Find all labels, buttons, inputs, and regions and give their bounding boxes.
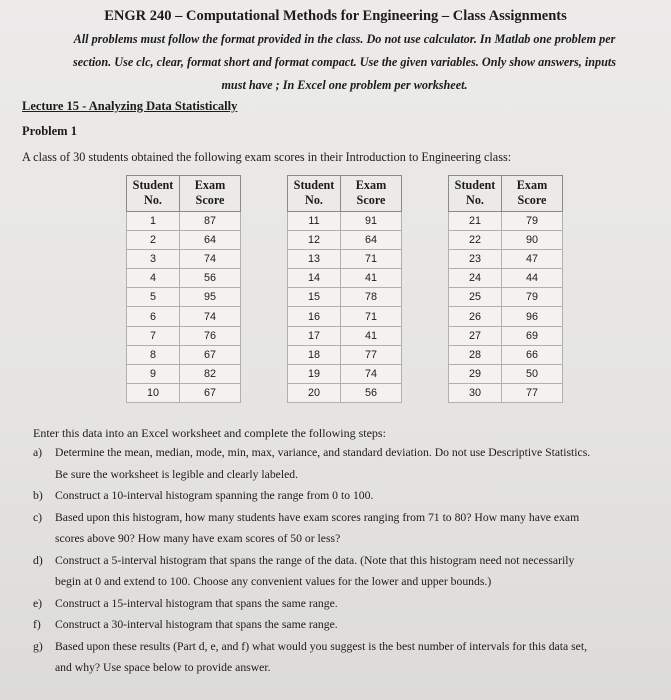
step-label: g): [33, 639, 43, 653]
table-row: [449, 288, 563, 307]
instructions-line-3: must have ; In Excel one problem per worksheet.: [221, 78, 468, 92]
student-column-header: [288, 176, 341, 212]
score-table-3: [448, 175, 563, 403]
header-line: Score: [517, 193, 547, 207]
table-row: [288, 288, 402, 307]
student-number-cell: 14: [288, 269, 341, 288]
table-row: [127, 307, 241, 326]
student-number-cell: 15: [288, 288, 341, 307]
student-number-cell: 2: [127, 231, 180, 250]
assignment-instructions: [30, 28, 659, 97]
student-column-header: [127, 176, 180, 212]
student-number-cell: 29: [449, 364, 502, 383]
student-number-cell: 26: [449, 307, 502, 326]
student-number-cell: 5: [127, 288, 180, 307]
step-e: [33, 593, 665, 615]
table-row: [127, 212, 241, 231]
header-line: Score: [195, 193, 225, 207]
header-line: Exam: [355, 178, 387, 192]
student-number-cell: 13: [288, 250, 341, 269]
exam-score-cell: 87: [180, 212, 241, 231]
exam-score-cell: 64: [180, 231, 241, 250]
table-row: [127, 326, 241, 345]
step-label: e): [33, 596, 43, 610]
header-line: No.: [305, 193, 323, 207]
score-column-header: [341, 176, 402, 212]
problem-intro: A class of 30 students obtained the following exam scores in their Introduction to Engineering class:: [22, 150, 512, 164]
table-row: [288, 326, 402, 345]
table-row: [449, 250, 563, 269]
table-header-row: [288, 176, 402, 212]
step-text: Construct a 30-interval histogram that spans the same range.: [55, 618, 338, 631]
step-text-cont: begin at 0 and extend to 100. Choose any convenient values for the lower and upper bounds.): [55, 575, 492, 588]
table-row: [127, 288, 241, 307]
header-line: Student: [293, 178, 335, 192]
exam-score-cell: 66: [502, 345, 563, 364]
score-table-1: [126, 175, 241, 403]
step-text-cont: scores above 90? How many have exam scores of 50 or less?: [55, 532, 341, 545]
step-c: [33, 507, 665, 550]
step-text: Based upon this histogram, how many students have exam scores ranging from 71 to 80? How many have exam: [55, 510, 580, 524]
table-row: [127, 364, 241, 383]
step-text: Construct a 15-interval histogram that spans the same range.: [55, 596, 338, 610]
exam-score-cell: 64: [341, 231, 402, 250]
step-text-cont: and why? Use space below to provide answer.: [55, 661, 271, 674]
step-a: [33, 442, 665, 485]
lecture-heading: Lecture 15 - Analyzing Data Statistically: [22, 99, 238, 113]
exam-score-cell: 44: [502, 269, 563, 288]
exam-score-cell: 96: [502, 307, 563, 326]
exam-score-cell: 47: [502, 250, 563, 269]
student-number-cell: 27: [449, 326, 502, 345]
student-number-cell: 19: [288, 364, 341, 383]
student-number-cell: 7: [127, 326, 180, 345]
student-number-cell: 17: [288, 326, 341, 345]
exam-score-cell: 71: [341, 307, 402, 326]
table-row: [127, 269, 241, 288]
step-f: [33, 614, 665, 636]
exam-score-cell: 79: [502, 288, 563, 307]
exam-score-cell: 74: [180, 250, 241, 269]
student-number-cell: 24: [449, 269, 502, 288]
exam-score-cell: 41: [341, 326, 402, 345]
student-number-cell: 1: [127, 212, 180, 231]
step-text-cont: Be sure the worksheet is legible and clearly labeled.: [55, 467, 299, 481]
step-text: Determine the mean, median, mode, min, max, variance, and standard deviation. Do not use Descriptive Statistics.: [55, 446, 591, 459]
step-label: c): [33, 510, 43, 524]
exam-score-cell: 78: [341, 288, 402, 307]
student-number-cell: 18: [288, 345, 341, 364]
exam-score-cell: 67: [180, 345, 241, 364]
student-number-cell: 3: [127, 250, 180, 269]
student-number-cell: 21: [449, 212, 502, 231]
table-row: [449, 345, 563, 364]
header-line: Score: [356, 193, 386, 207]
exam-score-cell: 77: [341, 345, 402, 364]
exam-score-cell: 71: [341, 250, 402, 269]
exam-score-cell: 56: [180, 269, 241, 288]
header-line: Exam: [516, 178, 548, 192]
header-line: Student: [132, 178, 174, 192]
exam-score-cell: 67: [180, 383, 241, 402]
exam-score-cell: 91: [341, 212, 402, 231]
instructions-line-2: section. Use clc, clear, format short and format compact. Use the given variables. Only show answers, inputs: [72, 55, 617, 69]
problem-heading: Problem 1: [22, 124, 77, 138]
table-row: [288, 269, 402, 288]
table-header-row: [449, 176, 563, 212]
table-row: [288, 383, 402, 402]
table-row: [127, 231, 241, 250]
exam-score-cell: 79: [502, 212, 563, 231]
header-line: No.: [144, 193, 162, 207]
student-number-cell: 12: [288, 231, 341, 250]
student-number-cell: 23: [449, 250, 502, 269]
exam-score-cell: 77: [502, 383, 563, 402]
score-column-header: [180, 176, 241, 212]
table-row: [127, 383, 241, 402]
step-label: d): [33, 553, 43, 567]
step-g: [33, 636, 665, 679]
exam-score-cell: 56: [341, 383, 402, 402]
step-d: [33, 550, 665, 593]
student-number-cell: 28: [449, 345, 502, 364]
table-row: [127, 345, 241, 364]
table-row: [449, 364, 563, 383]
score-column-header: [502, 176, 563, 212]
table-row: [449, 212, 563, 231]
score-table-2: [287, 175, 402, 403]
document-title: ENGR 240 – Computational Methods for Engineering – Class Assignments: [104, 8, 567, 24]
header-line: No.: [466, 193, 484, 207]
table-row: [288, 231, 402, 250]
table-row: [449, 269, 563, 288]
table-row: [288, 364, 402, 383]
step-list: [33, 442, 665, 679]
student-number-cell: 11: [288, 212, 341, 231]
step-label: f): [33, 618, 41, 631]
table-row: [288, 345, 402, 364]
table-row: [127, 250, 241, 269]
exam-score-cell: 90: [502, 231, 563, 250]
student-column-header: [449, 176, 502, 212]
table-row: [288, 307, 402, 326]
table-row: [449, 326, 563, 345]
exam-score-cell: 50: [502, 364, 563, 383]
exam-score-cell: 74: [180, 307, 241, 326]
student-number-cell: 16: [288, 307, 341, 326]
student-number-cell: 30: [449, 383, 502, 402]
table-header-row: [127, 176, 241, 212]
table-row: [449, 231, 563, 250]
student-number-cell: 6: [127, 307, 180, 326]
exam-score-cell: 74: [341, 364, 402, 383]
step-text: Construct a 10-interval histogram spanning the range from 0 to 100.: [55, 489, 374, 502]
student-number-cell: 8: [127, 345, 180, 364]
table-row: [288, 212, 402, 231]
student-number-cell: 22: [449, 231, 502, 250]
exam-score-cell: 95: [180, 288, 241, 307]
exam-score-cell: 69: [502, 326, 563, 345]
table-row: [449, 307, 563, 326]
step-label: b): [33, 489, 43, 502]
student-number-cell: 4: [127, 269, 180, 288]
exam-score-cell: 76: [180, 326, 241, 345]
exam-score-cell: 41: [341, 269, 402, 288]
step-label: a): [33, 446, 43, 459]
student-number-cell: 25: [449, 288, 502, 307]
table-row: [449, 383, 563, 402]
instructions-line-1: All problems must follow the format provided in the class. Do not use calculator. In Matlab one problem per: [73, 32, 616, 46]
header-line: Exam: [194, 178, 226, 192]
exam-score-cell: 82: [180, 364, 241, 383]
step-text: Construct a 5-interval histogram that spans the range of the data. (Note that this histogram need not necessarily: [55, 553, 575, 567]
step-b: [33, 485, 665, 507]
header-line: Student: [454, 178, 496, 192]
student-number-cell: 9: [127, 364, 180, 383]
step-text: Based upon these results (Part d, e, and f) what would you suggest is the best number of intervals for this data set,: [55, 639, 587, 653]
task-intro: Enter this data into an Excel worksheet and complete the following steps:: [33, 426, 386, 440]
student-number-cell: 10: [127, 383, 180, 402]
student-number-cell: 20: [288, 383, 341, 402]
table-row: [288, 250, 402, 269]
